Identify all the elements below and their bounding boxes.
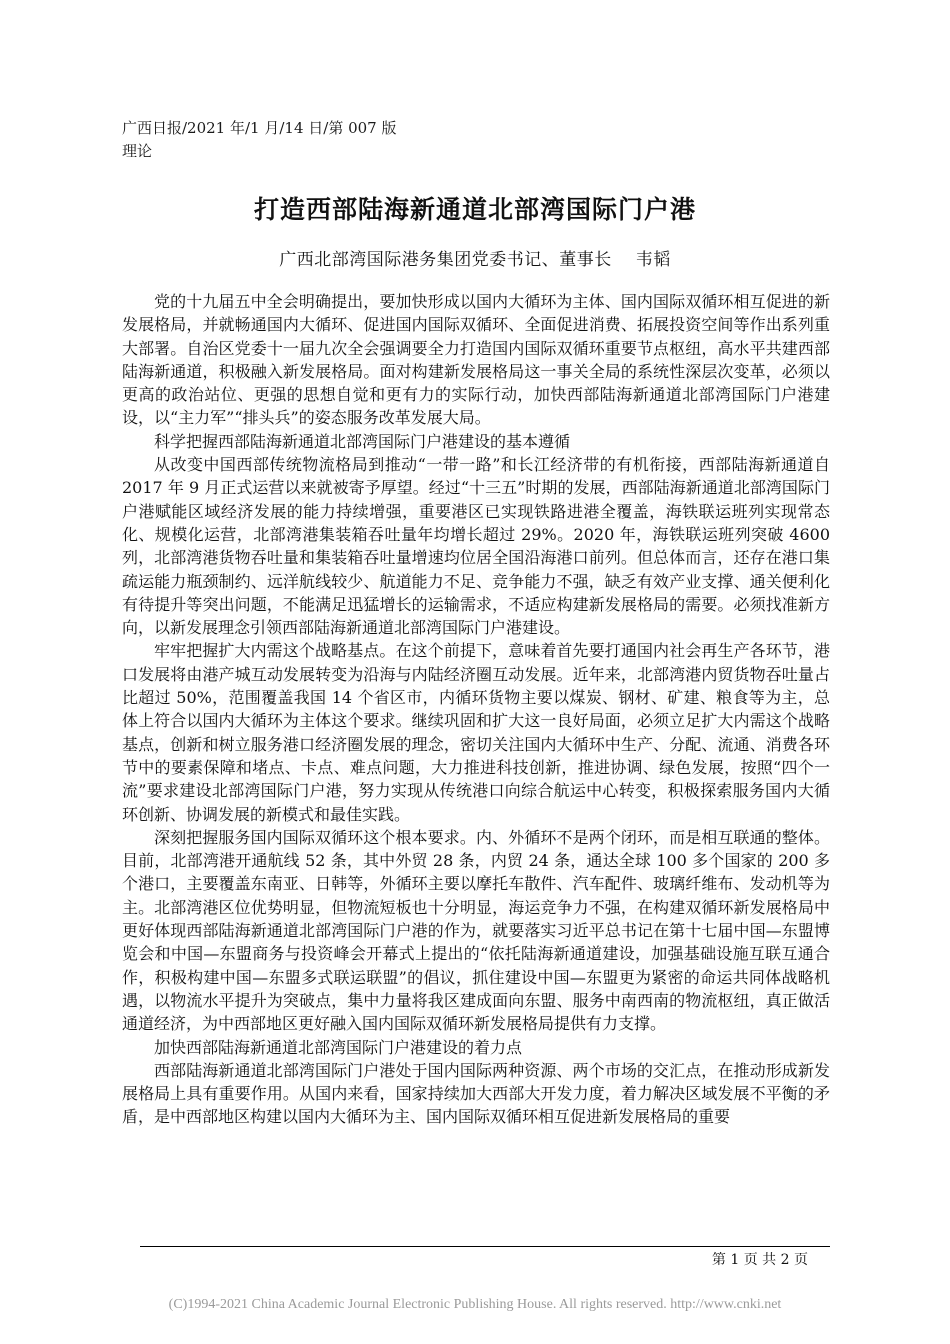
paragraph: 从改变中国西部传统物流格局到推动“一带一路”和长江经济带的有机衔接，西部陆海新通道自 2017 年 9 月正式运营以来就被寄予厚望。经过“十三五”时期的发展，西部陆海新通道北部湾国际门户港赋能区域经济发展的能力持续增强，重要港区已实现铁路进港全覆盖，海铁联运班列实现常态化、规模化运营，北部湾港集装箱吞吐量年均增长超过 29%。2020 年，海铁联运班列突破 4600 列，北部湾港货物吞吐量和集装箱吞吐量增速均位居全国沿海港口前列。但总体而言，还存在港口集疏运能力瓶颈制约、远洋航线较少、航道能力不足、竞争能力不强，缺乏有效产业支撑、通关便利化有待提升等突出问题，不能满足迅猛增长的运输需求，不适应构建新发展格局的需要。必须找准新方向，以新发展理念引领西部陆海新通道北部湾国际门户港建设。 <box>122 455 830 638</box>
author-role: 广西北部湾国际港务集团党委书记、董事长 <box>279 250 612 270</box>
footer-divider <box>140 1246 830 1247</box>
section-heading: 加快西部陆海新通道北部湾国际门户港建设的着力点 <box>154 1037 523 1057</box>
author-name: 韦韬 <box>635 250 671 270</box>
copyright-notice: (C)1994-2021 China Academic Journal Electronic Publishing House. All rights reserved. http://www.cnki.net <box>168 1297 782 1312</box>
article-title: 打造西部陆海新通道北部湾国际门户港 <box>253 195 696 224</box>
section-heading: 科学把握西部陆海新通道北部湾国际门户港建设的基本遵循 <box>154 431 571 451</box>
source-info <box>122 117 397 163</box>
paragraph: 党的十九届五中全会明确提出，要加快形成以国内大循环为主体、国内国际双循环相互促进的新发展格局，并就畅通国内大循环、促进国内国际双循环、全面促进消费、拓展投资空间等作出系列重大部署。自治区党委十一届九次全会强调要全力打造国内国际双循环重要节点枢纽，高水平共建西部陆海新通道，积极融入新发展格局。面对构建新发展格局这一事关全局的系统性深层次变革，必须以更高的政治站位、更强的思想自觉和更有力的实际行动，加快西部陆海新通道北部湾国际门户港建设，以“主力军”“排头兵”的姿态服务改革发展大局。 <box>122 292 830 428</box>
paragraph: 西部陆海新通道北部湾国际门户港处于国内国际两种资源、两个市场的交汇点，在推动形成新发展格局上具有重要作用。从国内来看，国家持续加大西部大开发力度，着力解决区域发展不平衡的矛盾，是中西部地区构建以国内大循环为主、国内国际双循环相互促进新发展格局的重要 <box>122 1060 830 1127</box>
section-label: 理论 <box>122 142 153 160</box>
author-line <box>0 245 950 270</box>
article-body <box>122 290 830 1129</box>
page-indicator: 第 1 页 共 2 页 <box>711 1252 808 1268</box>
paragraph: 深刻把握服务国内国际双循环这个根本要求。内、外循环不是两个闭环，而是相互联通的整体。目前，北部湾港开通航线 52 条，其中外贸 28 条，内贸 24 条，通达全球 100 多个国家的 200 多个港口，主要覆盖东南亚、日韩等，外循环主要以摩托车散件、汽车配件、玻璃纤维布、发动机等为主。北部湾港区位优势明显，但物流短板也十分明显，海运竞争力不强，在构建双循环新发展格局中更好体现西部陆海新通道北部湾国际门户港的作为，就要落实习近平总书记在第十七届中国—东盟博览会和中国—东盟商务与投资峰会开幕式上提出的“依托陆海新通道建设，加强基础设施互联互通合作，积极构建中国—东盟多式联运联盟”的倡议，抓住建设中国—东盟更为紧密的命运共同体战略机遇，以物流水平提升为突破点，集中力量将我区建成面向东盟、服务中南西南的物流枢纽，真正做活通道经济，为中西部地区更好融入国内国际双循环新发展格局提供有力支撑。 <box>122 827 830 1034</box>
paragraph: 牢牢把握扩大内需这个战略基点。在这个前提下，意味着首先要打通国内社会再生产各环节，港口发展将由港产城互动发展转变为沿海与内陆经济圈互动发展。近年来，北部湾港内贸货物吞吐量占比超过 50%，范围覆盖我国 14 个省区市，内循环货物主要以煤炭、钢材、矿建、粮食等为主，总体上符合以国内大循环为主体这个要求。继续巩固和扩大这一良好局面，必须立足扩大内需这个战略基点，创新和树立服务港口经济圈发展的理念，密切关注国内大循环中生产、分配、流通、消费各环节中的要素保障和堵点、卡点、难点问题，大力推进科技创新，推进协调、绿色发展，按照“四个一流”要求建设北部湾国际门户港，努力实现从传统港口向综合航运中心转变，积极探索服务国内大循环创新、协调发展的新模式和最佳实践。 <box>122 641 830 824</box>
source-line: 广西日报/2021 年/1 月/14 日/第 007 版 <box>122 119 397 137</box>
